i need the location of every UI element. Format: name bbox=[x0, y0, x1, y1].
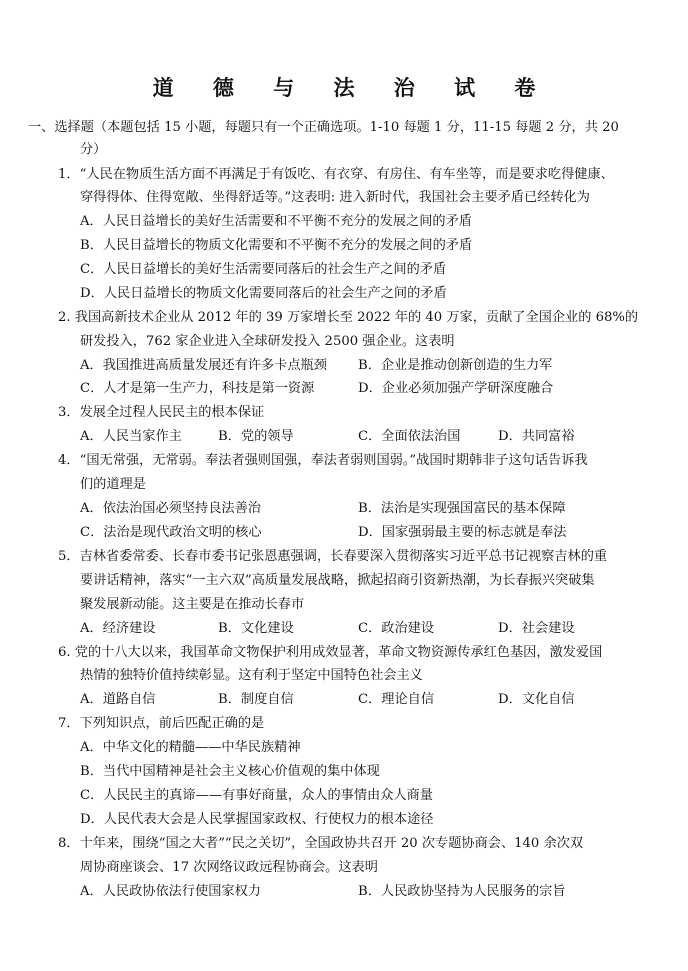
question-5-stem-line-3: 聚发展新动能。这主要是在推动长春市 bbox=[80, 597, 305, 612]
question-2-options-row-2 bbox=[80, 378, 640, 400]
question-5-option-c: C．政治建设 bbox=[358, 621, 435, 636]
question-5-options-row bbox=[80, 618, 640, 640]
question-2-stem-line-1: 2. 我国高新技术企业从 2012 年的 39 万家增长至 2022 年的 40 万家，贡献了全国企业的 68%的 bbox=[58, 310, 639, 325]
question-5-stem-line-1: 5．吉林省委常委、长春市委书记张恩惠强调，长春要深入贯彻落实习近平总书记视察吉林的重 bbox=[58, 549, 608, 564]
question-7-option-d: D．人民代表大会是人民掌握国家政权、行使权力的根本途径 bbox=[80, 812, 434, 827]
question-3-option-b: B．党的领导 bbox=[218, 429, 294, 444]
question-7-option-c: C．人民民主的真谛——有事好商量，众人的事情由众人商量 bbox=[80, 788, 433, 803]
question-4-option-b: B．法治是实现强国富民的基本保障 bbox=[358, 501, 566, 516]
question-2-stem-line-2: 研发投入，762 家企业进入全球研发投入 2500 强企业。这表明 bbox=[80, 334, 455, 349]
question-6-stem-line-2: 热情的独特价值持续彰显。这有利于坚定中国特色社会主义 bbox=[80, 668, 423, 683]
question-5-option-b: B．文化建设 bbox=[218, 621, 294, 636]
question-4-option-d: D．国家强弱最主要的标志就是奉法 bbox=[358, 525, 567, 540]
question-2-option-a: A．我国推进高质量发展还有许多卡点瓶颈 bbox=[80, 358, 327, 373]
question-2-option-d: D．企业必须加强产学研深度融合 bbox=[358, 381, 554, 396]
question-6-option-d: D．文化自信 bbox=[498, 692, 575, 707]
question-8-stem-line-1: 8．十年来，围绕“国之大者”“民之关切”，全国政协共召开 20 次专题协商会、140 余次双 bbox=[58, 836, 584, 851]
question-4-option-a: A．依法治国必须坚持良法善治 bbox=[80, 501, 261, 516]
question-6-stem-line-1: 6. 党的十八大以来，我国革命文物保护利用成效显著，革命文物资源传承红色基因，激发爱国 bbox=[58, 645, 603, 660]
question-8-option-a: A．人民政协依法行使国家权力 bbox=[80, 884, 261, 899]
question-3-option-c: C．全面依法治国 bbox=[358, 429, 461, 444]
question-4-stem-line-1: 4．“国无常强，无常弱。奉法者强则国强，奉法者弱则国弱。”战国时期韩非子这句话告诉我 bbox=[58, 453, 588, 468]
question-8-options-row bbox=[80, 881, 640, 903]
question-6-options-row bbox=[80, 689, 640, 711]
question-4-stem-line-2: 们的道理是 bbox=[80, 477, 146, 492]
section-instruction-line-2: 分） bbox=[80, 142, 107, 157]
question-6-option-b: B．制度自信 bbox=[218, 692, 294, 707]
question-2-options-row-1 bbox=[80, 355, 640, 377]
question-2-option-c: C．人才是第一生产力，科技是第一资源 bbox=[80, 381, 315, 396]
question-5-stem-line-2: 要讲话精神，落实“一主六双”高质量发展战略，掀起招商引资新热潮，为长春振兴突破集 bbox=[80, 573, 595, 588]
question-1-option-b: B．人民日益增长的物质文化需要和不平衡不充分的发展之间的矛盾 bbox=[80, 238, 473, 253]
question-1-option-d: D．人民日益增长的物质文化需要同落后的社会生产之间的矛盾 bbox=[80, 286, 447, 301]
question-3-option-d: D．共同富裕 bbox=[498, 429, 575, 444]
question-8-option-b: B．人民政协坚持为人民服务的宗旨 bbox=[358, 884, 566, 899]
question-3-options-row bbox=[80, 426, 640, 448]
question-3-option-a: A．人民当家作主 bbox=[80, 429, 182, 444]
question-1-stem-line-1: 1．“人民在物质生活方面不再满足于有饭吃、有衣穿、有房住、有车坐等，而是要求吃得健康、 bbox=[58, 167, 614, 182]
question-4-option-c: C．法治是现代政治文明的核心 bbox=[80, 525, 262, 540]
question-5-option-d: D．社会建设 bbox=[498, 621, 575, 636]
question-8-stem-line-2: 周协商座谈会、17 次网络议政远程协商会。这表明 bbox=[80, 860, 378, 875]
section-instruction-line-1: 一、选择题（本题包括 15 小题，每题只有一个正确选项。1-10 每题 1 分，11-15 每题 2 分，共 20 bbox=[28, 120, 619, 135]
question-2-option-b: B．企业是推动创新创造的生力军 bbox=[358, 358, 553, 373]
question-7-option-a: A．中华文化的精髓——中华民族精神 bbox=[80, 740, 301, 755]
question-7-option-b: B．当代中国精神是社会主义核心价值观的集中体现 bbox=[80, 764, 380, 779]
exam-title: 道 德 与 法 治 试 卷 bbox=[152, 76, 552, 100]
question-1-option-c: C．人民日益增长的美好生活需要同落后的社会生产之间的矛盾 bbox=[80, 262, 447, 277]
question-6-option-a: A．道路自信 bbox=[80, 692, 156, 707]
question-5-option-a: A．经济建设 bbox=[80, 621, 156, 636]
question-4-options-row-2 bbox=[80, 522, 640, 544]
question-1-stem-line-2: 穿得得体、住得宽敞、坐得舒适等。”这表明: 进入新时代，我国社会主要矛盾已经转化为 bbox=[80, 190, 590, 205]
question-3-stem: 3．发展全过程人民民主的根本保证 bbox=[58, 405, 265, 420]
question-6-option-c: C．理论自信 bbox=[358, 692, 435, 707]
question-4-options-row-1 bbox=[80, 498, 640, 520]
question-7-stem: 7．下列知识点，前后匹配正确的是 bbox=[58, 716, 265, 731]
question-1-option-a: A．人民日益增长的美好生活需要和不平衡不充分的发展之间的矛盾 bbox=[80, 214, 472, 229]
